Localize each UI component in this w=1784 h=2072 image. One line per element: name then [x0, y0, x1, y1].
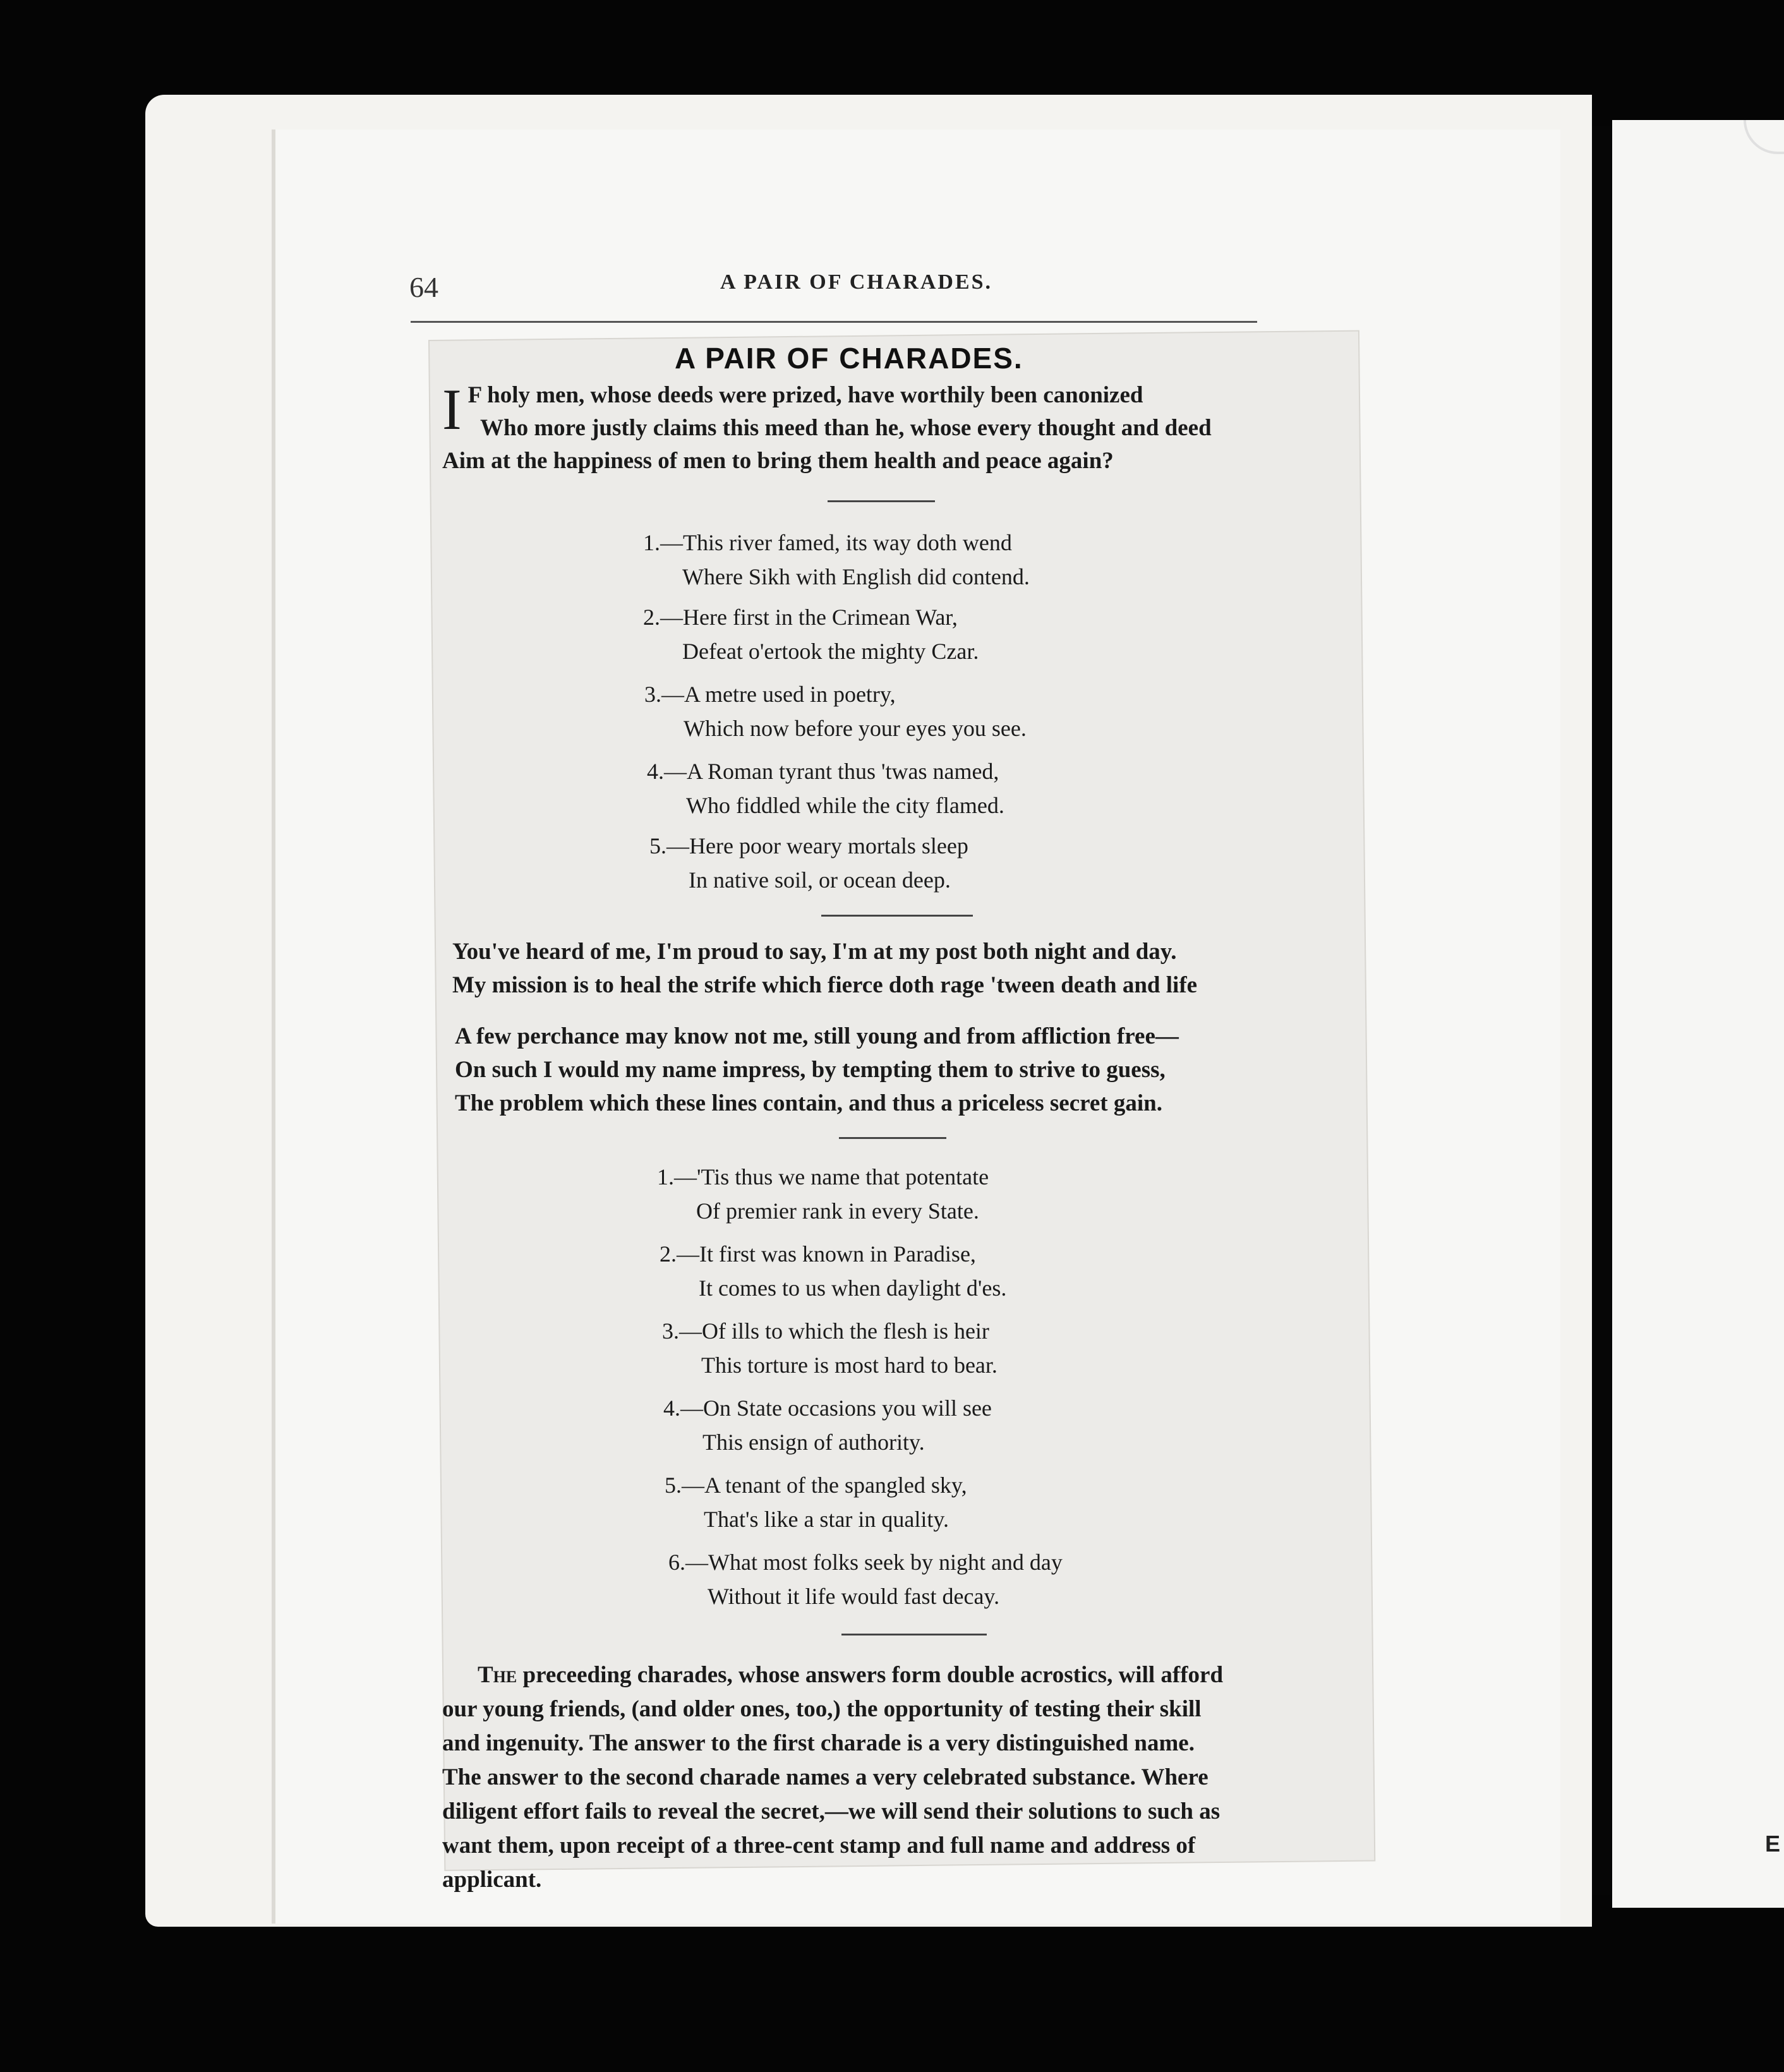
article-title: A PAIR OF CHARADES. — [675, 342, 1023, 375]
verse-line: Of premier rank in every State. — [696, 1198, 979, 1224]
paragraph-line: On such I would my name impress, by tempting them to strive to guess, — [455, 1057, 1166, 1083]
item-number: 4. — [663, 1395, 680, 1421]
paragraph-line: want them, upon receipt of a three-cent stamp and full name and address of — [442, 1833, 1196, 1858]
section-rule — [841, 1634, 987, 1635]
verse-line: This ensign of authority. — [702, 1430, 925, 1455]
page-corner — [1744, 120, 1784, 154]
page-number: 64 — [409, 271, 438, 303]
section-rule — [821, 915, 973, 917]
intro-line: F holy men, whose deeds were prized, have worthily been canonized — [467, 382, 1143, 408]
paragraph-line: The answer to the second charade names a very celebrated substance. Where — [442, 1764, 1208, 1790]
charade1-item — [644, 677, 1027, 745]
verse-line: It comes to us when daylight d'es. — [699, 1275, 1007, 1301]
verse-line: —'Tis thus we name that potentate — [674, 1164, 989, 1190]
paragraph-line: You've heard of me, I'm proud to say, I'm at my post both night and day. — [452, 939, 1177, 965]
paragraph-line: The problem which these lines contain, and thus a priceless secret gain. — [455, 1090, 1162, 1116]
charade1-item — [649, 829, 968, 897]
verse-line: —It first was known in Paradise, — [677, 1241, 976, 1267]
verse-line: Defeat o'ertook the mighty Czar. — [682, 639, 979, 664]
verse-line: In native soil, or ocean deep. — [689, 867, 951, 893]
item-number: 5. — [649, 833, 666, 858]
item-number: 3. — [644, 682, 661, 707]
paragraph-line: diligent effort fails to reveal the secret,—we will send their solutions to such as — [442, 1798, 1220, 1824]
charade1-item — [647, 754, 1004, 822]
item-number: 2. — [660, 1241, 677, 1267]
charade1-item — [643, 526, 1030, 594]
verse-line: Where Sikh with English did contend. — [682, 564, 1030, 589]
verse-line: That's like a star in quality. — [704, 1507, 949, 1532]
verse-line: —Here poor weary mortals sleep — [666, 833, 968, 858]
verse-line: Who fiddled while the city flamed. — [686, 793, 1004, 818]
book-gutter — [1592, 126, 1612, 1895]
header-rule — [411, 321, 1257, 323]
verse-line: Which now before your eyes you see. — [684, 716, 1027, 741]
item-number: 3. — [662, 1318, 679, 1344]
verse-line: —On State occasions you will see — [680, 1395, 992, 1421]
item-number: 4. — [647, 759, 664, 784]
facing-page-letter: E — [1764, 1831, 1780, 1857]
verse-line: Without it life would fast decay. — [708, 1584, 1000, 1609]
intro-stanza — [442, 379, 1212, 478]
paragraph-line: applicant. — [442, 1867, 542, 1893]
verse-line: —A Roman tyrant thus 'twas named, — [664, 759, 999, 784]
lead-word: The — [478, 1662, 517, 1688]
paragraph-line: our young friends, (and older ones, too,) the opportunity of testing their skill — [442, 1696, 1202, 1722]
charade2-item — [657, 1160, 989, 1228]
section-rule — [839, 1137, 946, 1139]
paragraph-line: preceeding charades, whose answers form double acrostics, will afford — [517, 1662, 1224, 1688]
verse-line: —A metre used in poetry, — [661, 682, 896, 707]
verse-line: This torture is most hard to bear. — [701, 1352, 997, 1378]
paragraph-line: My mission is to heal the strife which fierce doth rage 'tween death and life — [452, 972, 1198, 998]
verse-line: —Of ills to which the flesh is heir — [679, 1318, 989, 1344]
verse-line: —Here first in the Crimean War, — [660, 605, 958, 630]
intro-line: Who more justly claims this meed than he, whose every thought and deed — [480, 415, 1212, 441]
drop-cap: I — [442, 377, 462, 442]
charade2-item — [662, 1314, 997, 1382]
verse-line: —This river famed, its way doth wend — [660, 530, 1012, 555]
middle-paragraph — [455, 1020, 1179, 1120]
verse-line: —A tenant of the spangled sky, — [682, 1473, 967, 1498]
item-number: 2. — [643, 605, 660, 630]
paragraph-line: and ingenuity. The answer to the first charade is a very distinguished name. — [442, 1730, 1195, 1756]
charade1-item — [643, 600, 979, 668]
paragraph-line: A few perchance may know not me, still young and from affliction free— — [455, 1023, 1179, 1049]
charade2-item — [668, 1545, 1063, 1613]
closing-paragraph — [442, 1658, 1383, 1897]
charade2-item — [665, 1468, 967, 1536]
item-number: 5. — [665, 1473, 682, 1498]
charade2-item — [660, 1237, 1006, 1305]
middle-paragraph — [452, 935, 1197, 1002]
running-title: A PAIR OF CHARADES. — [720, 270, 993, 294]
section-rule — [828, 500, 935, 502]
charade2-item — [663, 1391, 992, 1459]
item-number: 1. — [657, 1164, 674, 1190]
verse-line: —What most folks seek by night and day — [685, 1550, 1063, 1575]
item-number: 1. — [643, 530, 660, 555]
item-number: 6. — [668, 1550, 685, 1575]
intro-line: Aim at the happiness of men to bring them health and peace again? — [442, 448, 1114, 474]
facing-page — [1612, 120, 1784, 1908]
